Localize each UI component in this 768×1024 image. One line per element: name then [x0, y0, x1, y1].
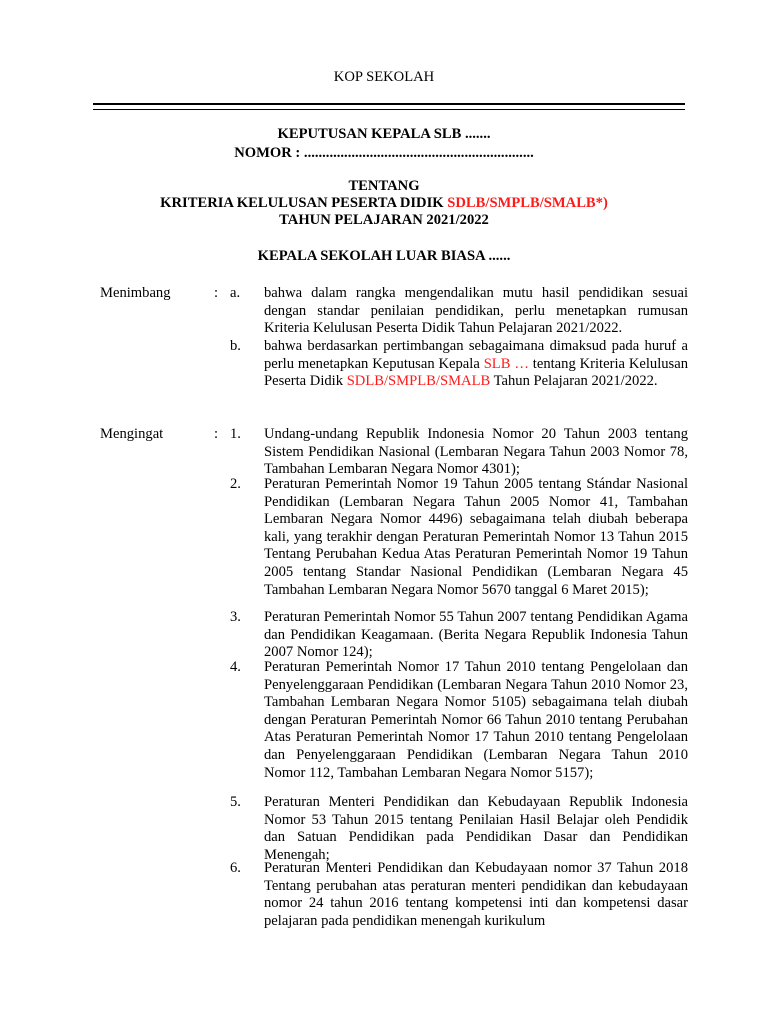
subject-text: KRITERIA KELULUSAN PESERTA DIDIK [160, 195, 448, 211]
mengingat-marker-4: 4. [230, 659, 241, 675]
item-b-text-2: tentang Kriteria Kelulusan Peserta Didik [264, 355, 689, 390]
mengingat-item-6: Peraturan Menteri Pendidikan dan Kebudayaan nomor 37 Tahun 2018 Tentang perubahan atas peraturan menteri pendidikan dan kebudayaan nomor 24 tahun 2016 tentang kompetensi inti dan kompetensi dasar pelajaran pada pendidikan menengah kurikulum [264, 860, 688, 929]
mengingat-item-3: Peraturan Pemerintah Nomor 55 Tahun 2007 tentang Pendidikan Agama dan Pendidikan Keagamaan. (Berita Negara Republik Indonesia Tahun 2007 Nomor 124); [264, 609, 688, 661]
item-b-text-1: bahwa berdasarkan pertimbangan sebagaimana dimaksud pada huruf a perlu menetapkan Keputusan Kepala [264, 338, 688, 372]
letterhead-rule-thin [93, 109, 685, 110]
menimbang-item-a: bahwa dalam rangka mengendalikan mutu hasil pendidikan sesuai dengan standar penilaian pendidikan, perlu menetapkan rumusan Kriteria Kelulusan Peserta Didik Tahun Pelajaran 2021/2022. [264, 285, 688, 337]
menimbang-marker-a: a. [230, 285, 241, 301]
mengingat-item-2: Peraturan Pemerintah Nomor 19 Tahun 2005 tentang Stándar Nasional Pendidikan (Lembaran Negara Tahun 2005 Nomor 41, Tambahan Lembaran Negara Nomor 4496) sebagaimana telah diubah beberapa kali, yang terakhir dengan Peraturan Pemerintah Nomor 13 Tahun 2015 Tentang Perubahan Kedua Atas Peraturan Pemerintah Nomor 19 Tahun 2005 tentang Standar Nasional Pendidikan (Lembaran Negara 45 Tambahan Lembaran Negara Nomor 5670 tanggal 6 Maret 2015); [264, 476, 688, 598]
decree-number: NOMOR : ............................................................... [234, 145, 534, 161]
menimbang-colon: : [214, 285, 219, 301]
academic-year-line: TAHUN PELAJARAN 2021/2022 [279, 212, 489, 228]
mengingat-item-1: Undang-undang Republik Indonesia Nomor 20 Tahun 2003 tentang Sistem Pendidikan Nasional (Lembaran Negara Tahun 2003 Nomor 78, Tambahan Lembaran Negara Nomor 4301); [264, 426, 688, 478]
principal-heading: KEPALA SEKOLAH LUAR BIASA ...... [257, 248, 511, 264]
mengingat-marker-3: 3. [230, 609, 241, 625]
mengingat-marker-2: 2. [230, 476, 241, 492]
decree-title: KEPUTUSAN KEPALA SLB ....... [277, 126, 491, 142]
mengingat-item-4: Peraturan Pemerintah Nomor 17 Tahun 2010 tentang Pengelolaan dan Penyelenggaraan Pendidikan (Lembaran Negara Tahun 2010 Nomor 23, Tambahan Lembaran Negara Nomor 5105) sebagaimana telah diubah dengan Peraturan Pemerintah Nomor 66 Tahun 2010 tentang Perubahan Atas Peraturan Pemerintah Nomor 17 Tahun 2010 tentang Pengelolaan dan Penyelenggaraan Pendidikan (Lembaran Negara Tahun 2010 Nomor 112, Tambahan Lembaran Negara Nomor 5157); [264, 659, 688, 781]
letterhead-title: KOP SEKOLAH [333, 69, 435, 85]
menimbang-marker-b: b. [230, 338, 241, 354]
mengingat-colon: : [214, 426, 219, 442]
mengingat-marker-6: 6. [230, 860, 241, 876]
menimbang-label: Menimbang [100, 285, 171, 301]
item-b-text-3: Tahun Pelajaran 2021/2022. [490, 373, 658, 390]
item-b-school-ref: SLB … [483, 355, 529, 372]
subject-school-levels: SDLB/SMPLB/SMALB*) [447, 195, 608, 211]
item-b-school-levels: SDLB/SMPLB/SMALB [346, 373, 491, 390]
mengingat-marker-1: 1. [230, 426, 241, 442]
letterhead-rule-thick [93, 103, 685, 105]
tentang-heading: TENTANG [348, 178, 420, 194]
mengingat-item-5: Peraturan Menteri Pendidikan dan Kebudayaan Republik Indonesia Nomor 53 Tahun 2015 tentang Penilaian Hasil Belajar oleh Pendidik dan Satuan Pendidikan pada Pendidikan Dasar dan Pendidikan Menengah; [264, 794, 688, 863]
mengingat-label: Mengingat [100, 426, 164, 442]
mengingat-marker-5: 5. [230, 794, 241, 810]
menimbang-item-b [264, 338, 688, 391]
subject-line [0, 195, 768, 212]
